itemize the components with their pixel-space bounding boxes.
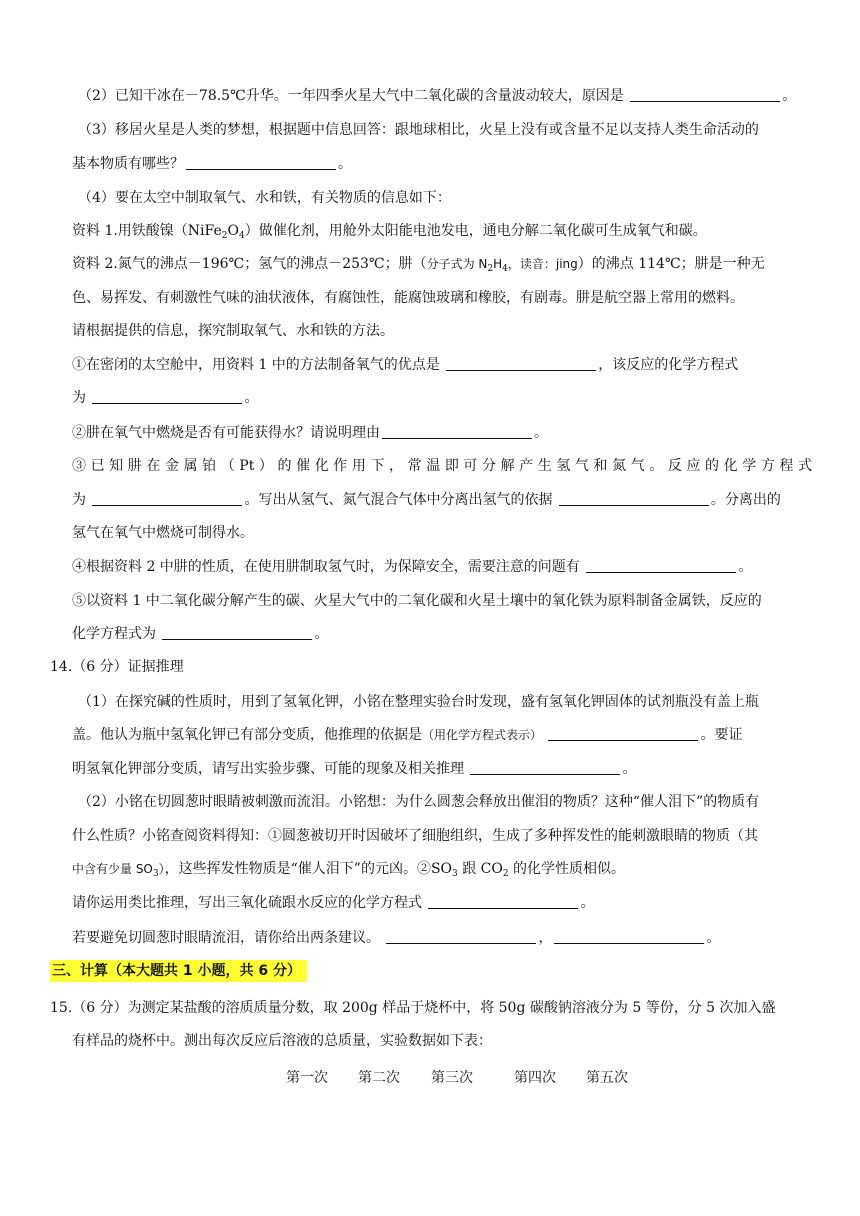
step-5-line1: ⑤以资料 1 中二氧化碳分解产生的碳、火星大气中的二氧化碳和火星土壤中的氧化铁为原料制备金属铁，反应的 [72,593,762,609]
answer-blank[interactable] [386,929,536,944]
answer-blank[interactable] [162,625,312,640]
q13-part3-line1: （3）移居火星是人类的梦想，根据题中信息回答：跟地球相比，火星上没有或含量不足以支持人类生命活动的 [78,122,759,138]
q13-part2: （2）已知干冰在－78.5℃升华。一年四季火星大气中二氧化碳的含量波动较大，原因是 。 [78,88,797,104]
reference-1: 资料 1.用铁酸镍$(NiFe_2O_4)$做催化剂，用舱外太阳能电池发电，通电分解二氧化碳可生成氧气和碳。 [72,223,707,241]
q14-part2-line1: （2）小铭在切圆葱时眼睛被刺激而流泪。小铭想：为什么圆葱会释放出催泪的物质？这种“催人泪下”的物质有 [78,794,760,810]
answer-blank[interactable] [92,491,242,506]
step-1-line2: 为 。 [72,390,259,406]
step-3-line2: 为 。写出从氢气、氮气混合气体中分离出氢气的依据 。分离出的 [72,492,781,508]
reference-2-line1: 资料 2.氮气的沸点－196℃；氢气的沸点－253℃；肼（分子式为 $N_2H_4$，读音：jing）的沸点 114℃；肼是一种无 [72,256,765,274]
step-3-line1: ③已知肼在金属铂（Pt）的催化作用下，常温即可分解产生氢气和氮气。反应的化学方程式 [72,458,812,474]
table-header-cell: 第五次 [586,1070,628,1086]
answer-blank[interactable] [586,558,736,573]
q15-line2: 有样品的烧杯中。测出每次反应后溶液的总质量，实验数据如下表： [72,1033,492,1049]
q13-part4: （4）要在太空中制取氧气、水和铁，有关物质的信息如下： [78,190,451,206]
reference-2-line2: 色、易挥发、有刺激性气味的油状液体，有腐蚀性，能腐蚀玻璃和橡胶，有剧毒。肼是航空器上常用的燃料。 [72,290,744,306]
q14-part2-analogy: 请你运用类比推理，写出三氧化硫跟水反应的化学方程式 。 [72,895,595,911]
q13-part3-line2: 基本物质有哪些？ 。 [72,156,352,172]
q14-part1-line1: （1）在探究碱的性质时，用到了氢氧化钾，小铭在整理实验台时发现，盛有氢氧化钾固体的试剂瓶没有盖上瓶 [78,694,759,710]
answer-blank[interactable] [382,424,532,439]
answer-blank[interactable] [470,760,620,775]
table-header-cell: 第二次 [358,1070,400,1086]
answer-blank[interactable] [92,389,242,404]
table-header-cell: 第四次 [514,1070,556,1086]
q14-part2-line2: 什么性质？小铭查阅资料得知：①圆葱被切开时因破坏了细胞组织，生成了多种挥发性的能刺激眼睛的物质（其 [72,828,758,844]
step-2: ②肼在氧气中燃烧是否有可能获得水？请说明理由 。 [72,425,548,441]
answer-blank[interactable] [446,356,596,371]
q14-title: 14.（6 分）证据推理 [50,659,184,675]
step-5-line2: 化学方程式为 。 [72,626,329,642]
table-header-cell: 第一次 [286,1070,328,1086]
q14-part1-line2: 盖。他认为瓶中氢氧化钾已有部分变质，他推理的依据是（用化学方程式表示） 。要证 [72,727,743,743]
table-header-cell: 第三次 [431,1070,473,1086]
step-1-line1: ①在密闭的太空舱中，用资料 1 中的方法制备氧气的优点是 ，该反应的化学方程式 [72,357,739,373]
step-4: ④根据资料 2 中肼的性质，在使用肼制取氢气时，为保障安全，需要注意的问题有 。 [72,559,753,575]
answer-blank[interactable] [186,155,336,170]
step-3-line3: 氢气在氧气中燃烧可制得水。 [72,525,254,541]
q14-part1-line3: 明氢氧化钾部分变质，请写出实验步骤、可能的现象及相关推理 。 [72,761,637,777]
answer-blank[interactable] [428,894,578,909]
answer-blank[interactable] [630,87,780,102]
section-heading-calculation: 三、计算（本大题共 1 小题，共 6 分） [50,960,307,982]
answer-blank[interactable] [554,929,704,944]
q14-part2-line3: 中含有少量 $SO_3$），这些挥发性物质是“催人泪下”的元凶。$②SO_3$ 跟 $CO_2$ 的化学性质相似。 [72,861,626,879]
q15-line1: 15.（6 分）为测定某盐酸的溶质质量分数，取 200g 样品于烧杯中，将 50g 碳酸钠溶液分为 5 等份，分 5 次加入盛 [50,1000,776,1016]
q14-part2-suggestions: 若要避免切圆葱时眼睛流泪，请你给出两条建议。 ， 。 [72,930,721,946]
instruction: 请根据提供的信息，探究制取氧气、水和铁的方法。 [72,323,394,339]
answer-blank[interactable] [548,726,698,741]
answer-blank[interactable] [559,491,709,506]
